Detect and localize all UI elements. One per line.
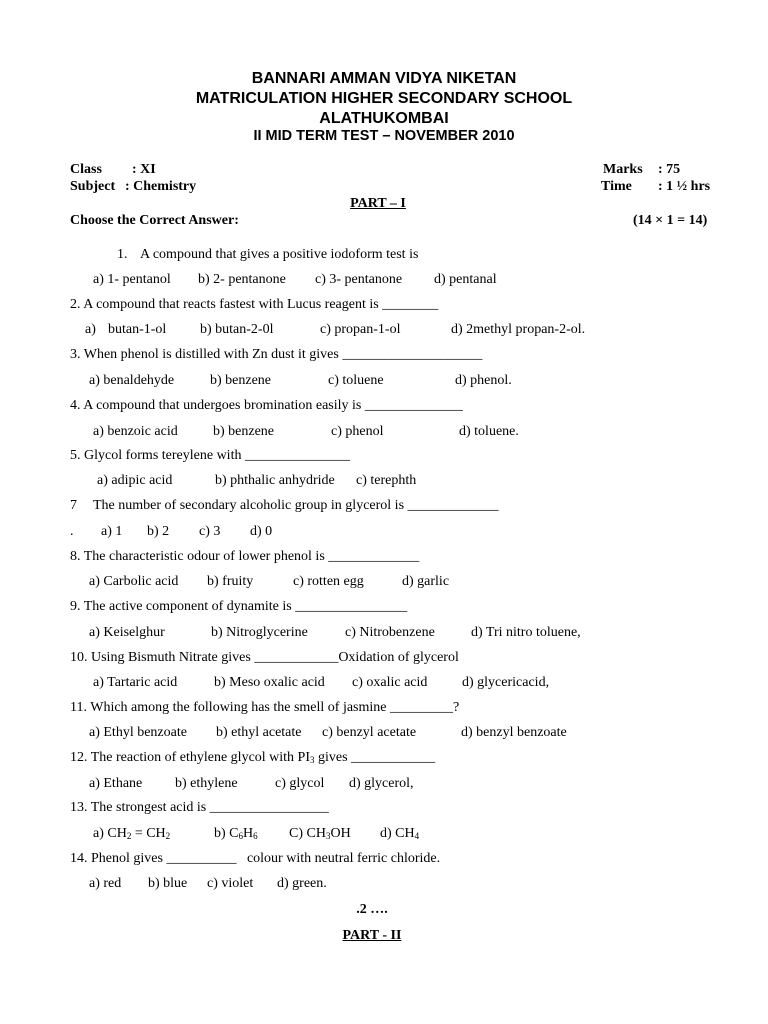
q4-option-d: d) toluene. [459, 424, 519, 439]
q5-option-b: b) phthalic anhydride [215, 473, 335, 488]
q13-b-sub2: 6 [253, 831, 258, 841]
page-marker: .2 …. [356, 902, 388, 917]
q13-a-sub1: 2 [126, 831, 132, 841]
q2-option-a-label: a) [85, 322, 96, 337]
q13-b-pre: b) C [214, 826, 239, 841]
q7-dot: . [70, 524, 74, 539]
part1-marks: (14 × 1 = 14) [633, 213, 708, 228]
q13-text: 13. The strongest acid is _________________ [70, 800, 329, 815]
subject-label: Subject [70, 179, 116, 194]
q14-option-c: c) violet [207, 876, 254, 891]
q10-text: 10. Using Bismuth Nitrate gives ____________Oxidation of glycerol [70, 650, 459, 665]
q4-text: 4. A compound that undergoes bromination easily is ______________ [70, 398, 463, 413]
q11-option-b: b) ethyl acetate [216, 725, 302, 740]
exam-title: II MID TERM TEST – NOVEMBER 2010 [253, 128, 515, 144]
part1-title: PART – I [350, 196, 406, 211]
q7-text: The number of secondary alcoholic group in glycerol is _____________ [93, 498, 499, 513]
q12-text-before: 12. The reaction of ethylene glycol with PI [70, 750, 311, 765]
q7-option-c: c) 3 [199, 524, 221, 539]
q3-text: 3. When phenol is distilled with Zn dust it gives ____________________ [70, 347, 483, 362]
q13-a-sub2: 2 [165, 831, 171, 841]
q2-option-b: b) butan-2-0l [200, 322, 274, 337]
time-value: : 1 ½ hrs [658, 179, 711, 194]
q1-option-a: a) 1- pentanol [93, 272, 171, 287]
q12-option-b: b) ethylene [175, 776, 238, 791]
q9-text: 9. The active component of dynamite is ________________ [70, 599, 408, 614]
q2-option-d: d) 2methyl propan-2-ol. [451, 322, 586, 337]
q4-option-c: c) phenol [331, 424, 384, 439]
q3-option-b: b) benzene [210, 373, 272, 388]
q3-option-a: a) benaldehyde [89, 373, 175, 388]
q11-option-c: c) benzyl acetate [322, 725, 417, 740]
q11-option-d: d) benzyl benzoate [461, 725, 567, 740]
q13-option-b [214, 826, 258, 842]
q10-option-d: d) glycericacid, [462, 675, 550, 690]
q7-option-a: a) 1 [101, 524, 123, 539]
q12-option-a: a) Ethane [89, 776, 143, 791]
q1-option-b: b) 2- pentanone [198, 272, 286, 287]
q12-text [70, 750, 435, 766]
q13-c-sub1: 3 [325, 831, 331, 841]
part2-title: PART - II [342, 928, 402, 943]
q7-option-b: b) 2 [147, 524, 170, 539]
q12-subscript: 3 [310, 755, 315, 765]
q8-option-a: a) Carbolic acid [89, 574, 179, 589]
q10-option-c: c) oxalic acid [352, 675, 428, 690]
q9-option-a: a) Keiselghur [89, 625, 165, 640]
q12-option-d: d) glycerol, [349, 776, 414, 791]
q8-option-b: b) fruity [207, 574, 254, 589]
q8-option-d: d) garlic [402, 574, 450, 589]
class-value: : XI [132, 162, 156, 177]
q14-option-a: a) red [89, 876, 122, 891]
q1-number: 1. [117, 247, 128, 262]
time-label: Time [601, 179, 632, 194]
q2-option-a: butan-1-ol [108, 322, 167, 337]
q14-text: 14. Phenol gives __________ colour with neutral ferric chloride. [70, 851, 441, 866]
q9-option-b: b) Nitroglycerine [211, 625, 308, 640]
q12-option-c: c) glycol [275, 776, 325, 791]
q13-c-pre: C) CH [289, 826, 326, 841]
q13-a-mid: = CH [131, 826, 166, 841]
q2-text: 2. A compound that reacts fastest with Lucus reagent is ________ [70, 297, 439, 312]
school-location: ALATHUKOMBAI [319, 110, 449, 127]
q10-option-b: b) Meso oxalic acid [214, 675, 325, 690]
q11-text: 11. Which among the following has the smell of jasmine _________? [70, 700, 460, 715]
q5-option-c: c) terephth [356, 473, 417, 488]
q5-option-a: a) adipic acid [97, 473, 173, 488]
q5-text: 5. Glycol forms tereylene with _______________ [70, 448, 350, 463]
part1-instruction: Choose the Correct Answer: [70, 213, 239, 228]
q14-option-d: d) green. [277, 876, 327, 891]
q1-option-d: d) pentanal [434, 272, 497, 287]
q9-option-c: c) Nitrobenzene [345, 625, 435, 640]
q12-text-after: gives ____________ [314, 750, 436, 765]
q8-option-c: c) rotten egg [293, 574, 364, 589]
q2-option-c: c) propan-1-ol [320, 322, 401, 337]
marks-label: Marks [603, 162, 643, 177]
q4-option-b: b) benzene [213, 424, 275, 439]
q13-c-mid: OH [330, 826, 351, 841]
q3-option-d: d) phenol. [455, 373, 512, 388]
q3-option-c: c) toluene [328, 373, 384, 388]
class-label: Class [70, 162, 102, 177]
q13-option-a [93, 826, 170, 842]
q1-text: A compound that gives a positive iodoform test is [140, 247, 419, 262]
q13-d-sub1: 4 [414, 831, 420, 841]
q13-b-sub1: 6 [238, 831, 243, 841]
q13-option-c [289, 826, 351, 842]
subject-value: : Chemistry [125, 179, 197, 194]
q13-d-pre: d) CH [380, 826, 415, 841]
school-name: BANNARI AMMAN VIDYA NIKETAN [251, 70, 517, 87]
q11-option-a: a) Ethyl benzoate [89, 725, 187, 740]
school-type: MATRICULATION HIGHER SECONDARY SCHOOL [195, 90, 573, 107]
q13-b-mid: H [243, 826, 254, 841]
q4-option-a: a) benzoic acid [93, 424, 178, 439]
q1-option-c: c) 3- pentanone [315, 272, 403, 287]
q13-a-pre: a) CH [93, 826, 127, 841]
q8-text: 8. The characteristic odour of lower phenol is _____________ [70, 549, 420, 564]
q9-option-d: d) Tri nitro toluene, [471, 625, 581, 640]
q13-option-d [380, 826, 419, 842]
q14-option-b: b) blue [148, 876, 188, 891]
q7-number: 7 [70, 498, 77, 513]
q7-option-d: d) 0 [250, 524, 273, 539]
marks-value: : 75 [658, 162, 681, 177]
q10-option-a: a) Tartaric acid [93, 675, 178, 690]
